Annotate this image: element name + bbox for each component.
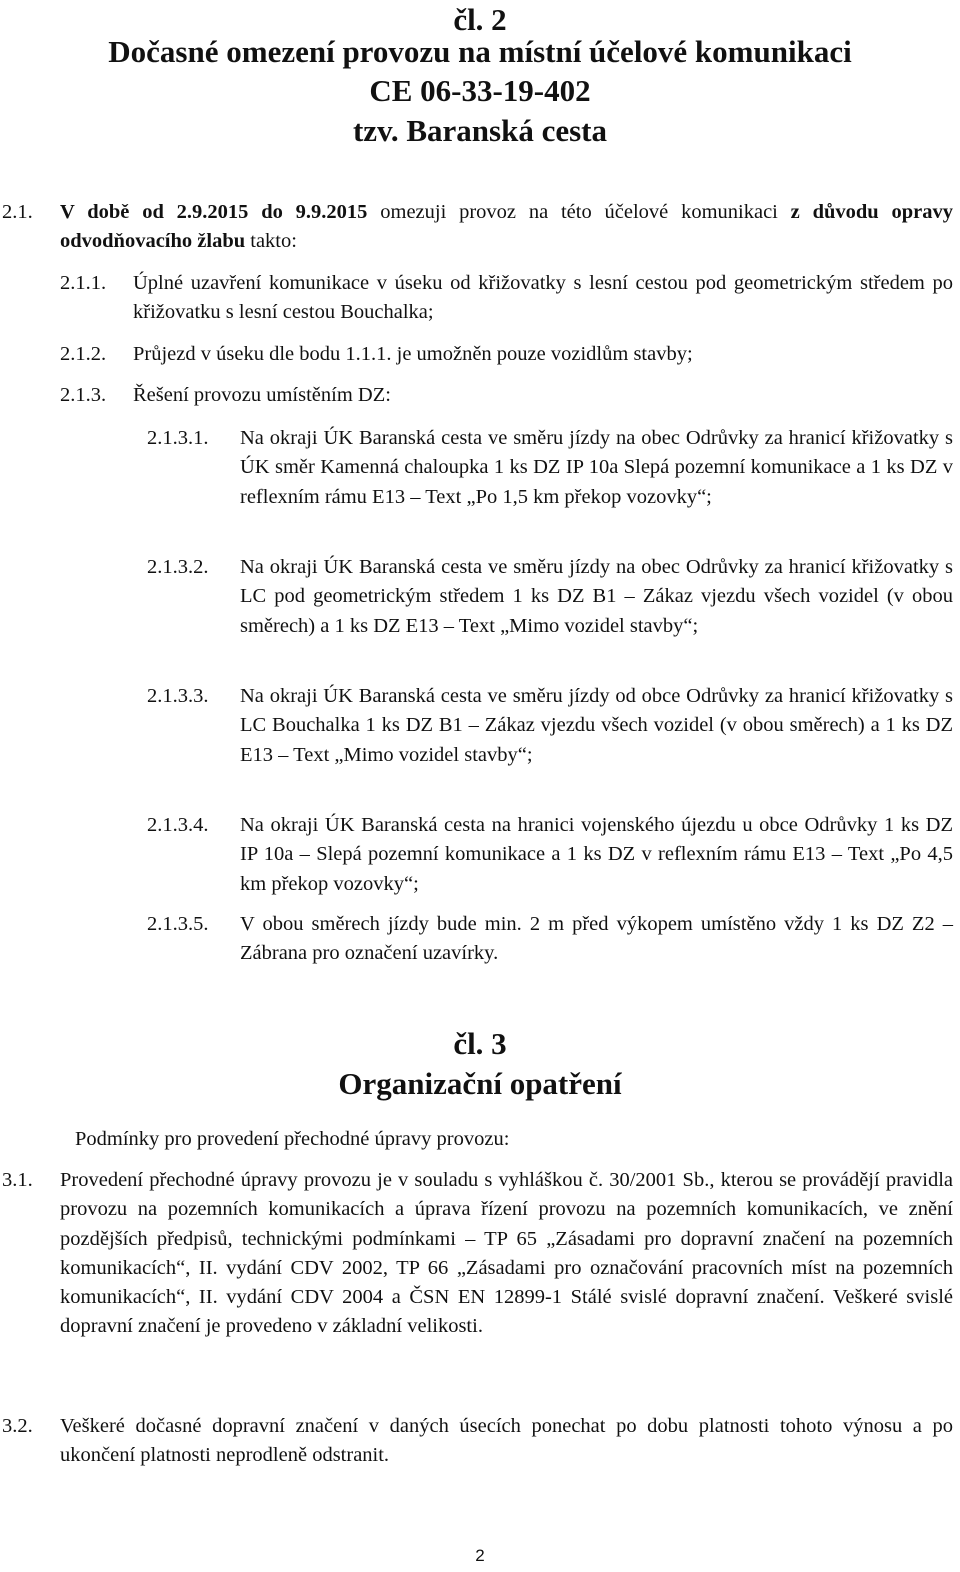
section-2-1-reason: z důvodu opravy odvodňovacího žlabu [60,201,953,253]
section-2-1-3-2-text: Na okraji ÚK Baranská cesta ve směru jízdy na obec Odrůvky za hranicí křižovatky s LC pod geometrickým středem 1 ks DZ B1 – Zákaz vjezdu všech vozidel (v obou směrech) a 1 ks DZ E13 – Text „Mimo vozidel stavby“; [240,556,953,637]
section-3-1-text: Provedení přechodné úpravy provozu je v souladu s vyhláškou č. 30/2001 Sb., kterou se provádějí pravidla provozu na pozemních komunikacích a úprava řízení provozu na pozemních komunikacích, ve znění pozdějších předpisů, technickými podmínkami – TP 65 „Zásadami pro dopravní značení na pozemních komunikacích“, II. vydání CDV 2002, TP 66 „Zásadami pro označování pracovních míst na pozemních komunikacích“, II. vydání CDV 2004 a ČSN EN 12899-1 Stálé svislé dopravní značení. Veškeré svislé dopravní značení je provedeno v základní velikosti. [60,1169,953,1338]
section-2-1-number: 2.1. [2,201,33,223]
page-number: 2 [475,1546,485,1565]
section-2-1-3-1-text: Na okraji ÚK Baranská cesta ve směru jízdy na obec Odrůvky za hranicí křižovatky s ÚK směr Kamenná chaloupka 1 ks DZ IP 10a Slepá pozemní komunikace a 1 ks DZ v reflexním rámu E13 – Text „Po 1,5 km překop vozovky“; [240,427,953,508]
section-2-1-3-5-text: V obou směrech jízdy bude min. 2 m před výkopem umístěno vždy 1 ks DZ Z2 – Zábrana pro označení uzavírky. [240,913,953,965]
section-2-1-3-number: 2.1.3. [60,384,107,406]
section-2-1-1-number: 2.1.1. [60,272,107,294]
article-2-road-name: tzv. Baranská cesta [352,113,607,148]
section-2-1-3-3-number: 2.1.3.3. [147,685,209,707]
section-3-2-number: 3.2. [2,1415,33,1437]
section-2-1-3-1-number: 2.1.3.1. [147,427,209,449]
section-2-1-text-a: omezuji provoz na této účelové komunikaci [367,201,791,223]
section-2-1-2-text: Průjezd v úseku dle bodu 1.1.1. je umožněn pouze vozidlům stavby; [133,343,693,365]
section-2-1-3-2-number: 2.1.3.2. [147,556,209,578]
section-3-1-number: 3.1. [2,1169,33,1191]
section-2-1-text-b: takto: [245,230,297,253]
article-2-title: Dočasné omezení provozu na místní účelové komunikaci [108,34,852,69]
section-2-1-3-5-number: 2.1.3.5. [147,913,209,935]
article-3-number: čl. 3 [453,1026,507,1061]
section-3-2-text: Veškeré dočasné dopravní značení v daných úsecích ponechat po dobu platnosti tohoto výnosu a po ukončení platnosti neprodleně odstranit. [60,1415,953,1467]
section-2-1-text [60,198,953,257]
section-2-1-3-3-text: Na okraji ÚK Baranská cesta ve směru jízdy od obce Odrůvky za hranicí křižovatky s LC Bouchalka 1 ks DZ B1 – Zákaz vjezdu všech vozidel (v obou směrech) a 1 ks DZ E13 – Text „Mimo vozidel stavby“; [240,685,953,766]
article-2-number: čl. 2 [453,2,507,37]
section-2-1-2-number: 2.1.2. [60,343,107,365]
article-3-subtitle: Podmínky pro provedení přechodné úpravy provozu: [75,1128,510,1150]
section-2-1-3-4-number: 2.1.3.4. [147,814,209,836]
section-2-1-date-range: V době od 2.9.2015 do 9.9.2015 [60,201,368,223]
section-2-1-3-text: Řešení provozu umístěním DZ: [133,384,391,406]
article-2-road-code: CE 06-33-19-402 [369,73,591,108]
section-2-1-1-text: Úplné uzavření komunikace v úseku od křižovatky s lesní cestou pod geometrickým středem po křižovatku s lesní cestou Bouchalka; [133,272,953,324]
section-2-1-3-4-text: Na okraji ÚK Baranská cesta na hranici vojenského újezdu u obce Odrůvky 1 ks DZ IP 10a – Slepá pozemní komunikace a 1 ks DZ v reflexním rámu E13 – Text „Po 4,5 km překop vozovky“; [240,814,953,895]
article-3-title: Organizační opatření [338,1066,622,1101]
